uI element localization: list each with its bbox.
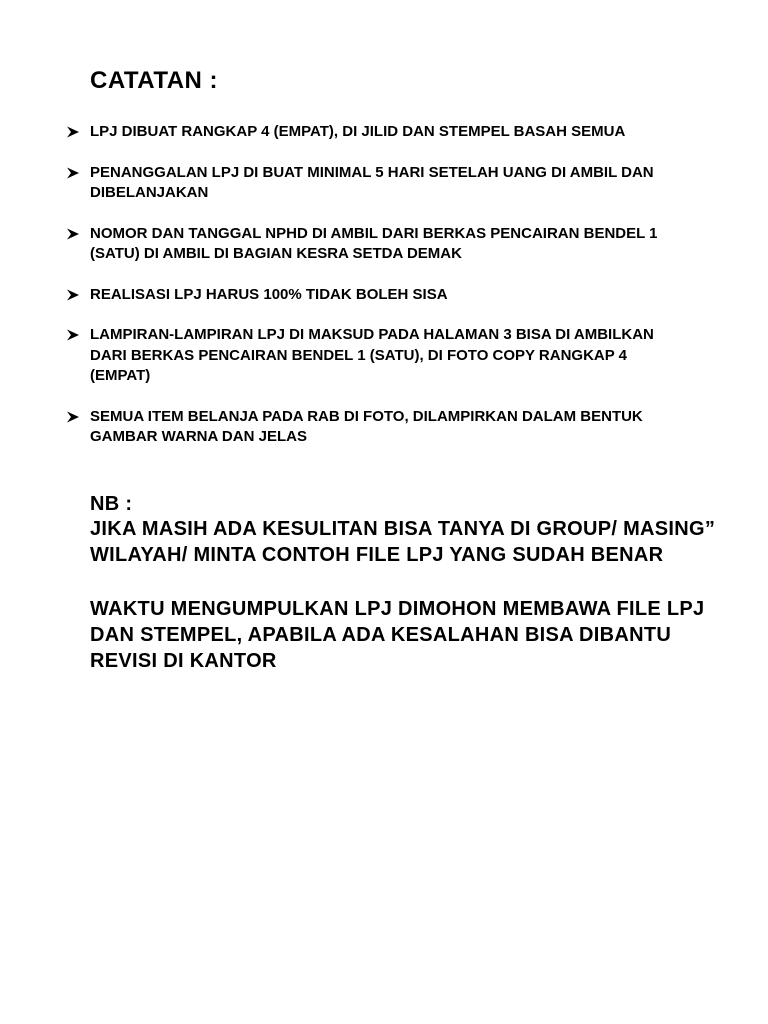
arrowhead-bullet-icon bbox=[66, 122, 82, 142]
nb-paragraph-help: JIKA MASIH ADA KESULITAN BISA TANYA DI GROUP/ MASING” WILAYAH/ MINTA CONTOH FILE LPJ YANG SUDAH BENAR bbox=[90, 518, 716, 566]
list-item-text: LPJ DIBUAT RANGKAP 4 (EMPAT), DI JILID DAN STEMPEL BASAH SEMUA bbox=[90, 123, 626, 140]
list-item bbox=[66, 122, 686, 143]
list-item bbox=[66, 325, 686, 387]
arrowhead-bullet-icon bbox=[66, 163, 82, 183]
list-item-text: REALISASI LPJ HARUS 100% TIDAK BOLEH SISA bbox=[90, 285, 448, 303]
nb-section bbox=[90, 492, 720, 674]
list-item-text: LAMPIRAN-LAMPIRAN LPJ DI MAKSUD PADA HALAMAN 3 BISA DI AMBILKAN DARI BERKAS PENCAIRAN BENDEL 1 (SATU), DI FOTO COPY RANGKAP 4 (EMPAT) bbox=[90, 326, 654, 384]
arrowhead-bullet-icon bbox=[66, 285, 82, 305]
list-item-text: PENANGGALAN LPJ DI BUAT MINIMAL 5 HARI SETELAH UANG DI AMBIL DAN DIBELANJAKAN bbox=[90, 163, 654, 201]
nb-label: NB : bbox=[90, 493, 133, 515]
list-item-text: NOMOR DAN TANGGAL NPHD DI AMBIL DARI BERKAS PENCAIRAN BENDEL 1 (SATU) DI AMBIL DI BAGIAN KESRA SETDA DEMAK bbox=[90, 224, 658, 262]
list-item bbox=[66, 407, 686, 448]
nb-paragraph-submission: WAKTU MENGUMPULKAN LPJ DIMOHON MEMBAWA FILE LPJ DAN STEMPEL, APABILA ADA KESALAHAN BISA DIBANTU REVISI DI KANTOR bbox=[90, 598, 705, 672]
list-item bbox=[66, 224, 686, 265]
list-item bbox=[66, 285, 686, 306]
arrowhead-bullet-icon bbox=[66, 407, 82, 427]
arrowhead-bullet-icon bbox=[66, 224, 82, 244]
list-item-text: SEMUA ITEM BELANJA PADA RAB DI FOTO, DILAMPIRKAN DALAM BENTUK GAMBAR WARNA DAN JELAS bbox=[90, 407, 643, 445]
notes-list bbox=[66, 122, 686, 468]
list-item bbox=[66, 163, 686, 204]
page-title: CATATAN : bbox=[90, 67, 219, 94]
arrowhead-bullet-icon bbox=[66, 325, 82, 345]
